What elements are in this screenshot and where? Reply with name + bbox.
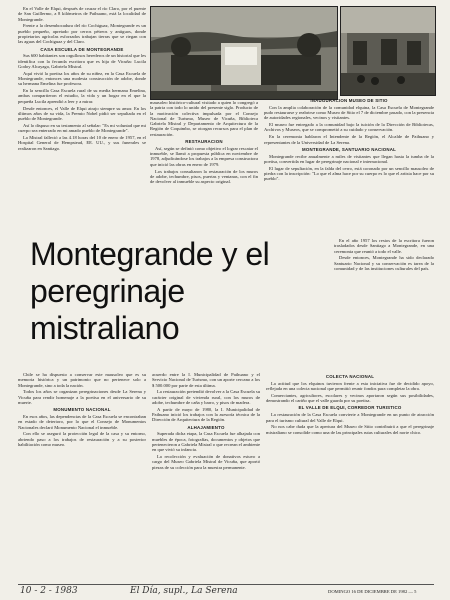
caption-title-inauguracion: INAUGURACION MUSEO DE SITIO xyxy=(310,98,388,103)
footer-rule xyxy=(18,584,434,585)
footer-date-line: DOMINGO 16 DE DICIEMBRE DE 1982 — 5 xyxy=(328,589,417,594)
paragraph: Sus 600 habitantes son orgullosos herederos de un historial que les identifica con la fecunda escritora que es hija de Vicuña: Lucila Godoy Alcayaga, Gabriela Mistral. xyxy=(18,53,146,69)
paragraph: La restauración de la Casa Escuela convierte a Montegrande en un punto de atracción para el turismo cultural del Valle de Elqui. xyxy=(266,412,434,423)
paragraph: Chile se ha dispuesto a conservar este mausoleo que es su memoria histórica y un patrimonio que no pertenece solo a Montegrande, sino a toda la nación. xyxy=(18,372,146,388)
subheading-santuario: MONTEGRANDE, SANTUARIO NACIONAL xyxy=(301,146,396,152)
headline: Montegrande y el peregrinaje mistraliano xyxy=(30,236,270,346)
paragraph: Desde entonces, el Valle de Elqui atrajo siempre su amor. En los últimos años de su vida, la Premio Nobel pidió ser sepultada en el pueblo de Montegrande. xyxy=(18,105,146,122)
paragraph: Así lo dispuso en su testamento al señalar: "Es mi voluntad que mi cuerpo sea enterrado en mi amado pueblo de Montegrande". xyxy=(18,122,146,134)
column-2-bottom xyxy=(152,372,260,582)
paragraph: No nos cabe duda que la apertura del Museo de Sitio contribuirá a que el peregrinaje mistraliano se consolide como una de las principales rutas culturales del norte chico. xyxy=(266,424,434,435)
mausoleum-photo-image xyxy=(151,7,337,99)
subheading-casa-escuela: CASA ESCUELA DE MONTEGRANDE xyxy=(40,46,124,52)
paragraph: En el año 1957 los restos de la escritora fueron trasladados desde Santiago a Montegrande, en una ceremonia que reunió a todo el valle. xyxy=(334,238,434,254)
subheading-monumento: MONUMENTO NACIONAL xyxy=(53,407,111,413)
column-1-top xyxy=(18,6,146,231)
caption-text: mausoleo histórico-cultural visitado a quien lo congregó a la patria con todo lo unido del presente siglo. Producto de la motivación colectiva impulsada por el Consejo Nacional de Turismo, Museo de Vicuña, Biblioteca Gabriela Mistral y Departamento de Arquitectura de la Región de Coquimbo, se otorgan recursos para el plan de restauración. xyxy=(150,100,258,137)
caption-text: Con la amplia colaboración de la comunidad elquina, la Casa Escuela de Montegrande pudo restaurarse y reabrirse como Museo de Sitio el 7 de diciembre pasado, con la presencia de autoridades regionales, vecinos y visitantes. xyxy=(264,104,434,121)
subheading-alhajamiento: ALHAJAMIENTO xyxy=(187,424,225,430)
column-3-mid xyxy=(334,238,434,368)
column-3-top xyxy=(264,96,434,236)
paragraph: Todos los años se organizan peregrinaciones desde La Serena y Vicuña para rendir homenaje a la poetisa en el aniversario de su muerte. xyxy=(18,389,146,405)
paragraph: En esos años, las dependencias de la Casa Escuela se encontraban en estado de deterioro, por lo que el Consejo de Monumentos Nacionales declaró Monumento Nacional el inmueble. xyxy=(18,414,146,430)
column-3-bottom xyxy=(266,372,434,582)
paragraph: Así, según se definió como objetivo el lograr rescatar el inmueble, se llamó a propuesta pública en noviembre de 1978, adjudicándose los trabajos a la empresa constructora que inició las obras en enero de 1979. xyxy=(150,145,258,167)
column-2-top xyxy=(150,100,258,236)
paragraph: En el Valle de Elqui, después de cruzar el río Claro, por el puente de San Guillermo, a 8 kilómetros de Paihuano, está la localidad de Montegrande. xyxy=(18,6,146,22)
paragraph: El museo fue entregado a la comunidad bajo la tuición de la Dirección de Bibliotecas, Archivos y Museos, que se comprometió a su cuidado y conservación. xyxy=(264,122,434,133)
paragraph: Superada dicha etapa, la Casa Escuela fue alhajada con muebles de época, fotografías, documentos y objetos que pertenecieron a Gabriela Mistral o que recrean el ambiente en que vivió su infancia. xyxy=(152,431,260,453)
paragraph: Desde entonces, Montegrande ha sido declarado Santuario Nacional y su conservación es tarea de la comunidad y de las instituciones culturales del país. xyxy=(334,255,434,271)
paragraph: Con ello se aseguró la protección legal de la casa y su entorno, abriendo paso a los trabajos de restauración y a su posterior habilitación como museo. xyxy=(18,431,146,448)
subheading-colecta: COLECTA NACIONAL xyxy=(325,374,375,379)
museum-photo xyxy=(340,6,436,96)
subheading-corredor: EL VALLE DE ELQUI, CORREDOR TURISTICO xyxy=(298,405,402,411)
column-1-bottom xyxy=(18,372,146,582)
handwritten-date: 10 - 2 - 1983 xyxy=(20,586,78,596)
museum-photo-image xyxy=(341,7,435,95)
paragraph: La Mistral falleció a las 4.18 horas del 10 de enero de 1957, en el Hospital General de Hempstead, EE. UU., y sus funerales se realizaron en Santiago. xyxy=(18,135,146,151)
paragraph: Los trabajos consultaron la restauración de los muros de adobe, techumbre, pisos, puertas y ventanas, con el fin de devolver al inmueble su aspecto original. xyxy=(150,168,258,185)
paragraph: La actitud que los elquinos tuvieron frente a esta iniciativa fue de decidido apoyo, reflejada en una colecta nacional que permitió reunir fondos para completar la obra. xyxy=(266,380,434,392)
paragraph: En la sencilla Casa Escuela rural de su media hermana Emelina, ambas compartieron el estudio, la vida y un hogar en el que la pequeña Lucila aprendió a leer y a mirar. xyxy=(18,88,146,104)
paragraph: La recolección y evaluación de donativos estuvo a cargo del Museo Gabriela Mistral de Vicuña, que aportó piezas de su colección para la muestra permanente. xyxy=(152,454,260,470)
paragraph: Frente a la desembocadura del río Cochiguaz, Montegrande es un pueblo pequeño, apretado por cerros pétreos y antiguos, donde propietarios agrícolas esforzados trabajan tierras que se riegan con las aguas del Cochiguaz y del Claro. xyxy=(18,23,146,45)
paragraph: La restauración pretendió devolver a la Casa Escuela su carácter original de vivienda rural, con los muros de adobe, techumbre de caña y barro, y pisos de madera. xyxy=(152,389,260,405)
handwritten-source: El Día, supl., La Serena xyxy=(130,586,238,596)
paragraph: Comerciantes, agricultores, escolares y vecinos aportaron según sus posibilidades, demostrando el cariño que el valle guarda por su poetisa. xyxy=(266,392,434,404)
paragraph: El lugar de sepultación, en la falda del cerro, está coronado por un sencillo mausoleo de piedra con la inscripción: "Lo que el alma hace por su cuerpo es lo que el artista hace por su pueblo". xyxy=(264,165,434,182)
paragraph: acuerdo entre la I. Municipalidad de Paihuano y el Servicio Nacional de Turismo, con un aporte cercano a los $ 500.000 por parte de esta última. xyxy=(152,372,260,388)
paragraph: Montegrande recibe anualmente a miles de visitantes que llegan hasta la tumba de la poetisa, convertida en lugar de peregrinaje nacional e internacional. xyxy=(264,153,434,164)
paragraph: En la ceremonia hablaron el Intendente de la Región, el Alcalde de Paihuano y representantes de la Universidad de La Serena. xyxy=(264,134,434,145)
subheading-restauracion: RESTAURACION xyxy=(185,139,223,145)
mausoleum-photo xyxy=(150,6,338,100)
paragraph: Aquí vivió la poetisa los años de su niñez, en la Casa Escuela de Montegrande, entonces una modesta construcción de adobe, donde su hermana Emelina fue profesora. xyxy=(18,70,146,87)
paragraph: A partir de mayo de 1980, la I. Municipalidad de Paihuano inició los trabajos con la asesoría técnica de la Dirección de Arquitectura de la Región. xyxy=(152,406,260,423)
